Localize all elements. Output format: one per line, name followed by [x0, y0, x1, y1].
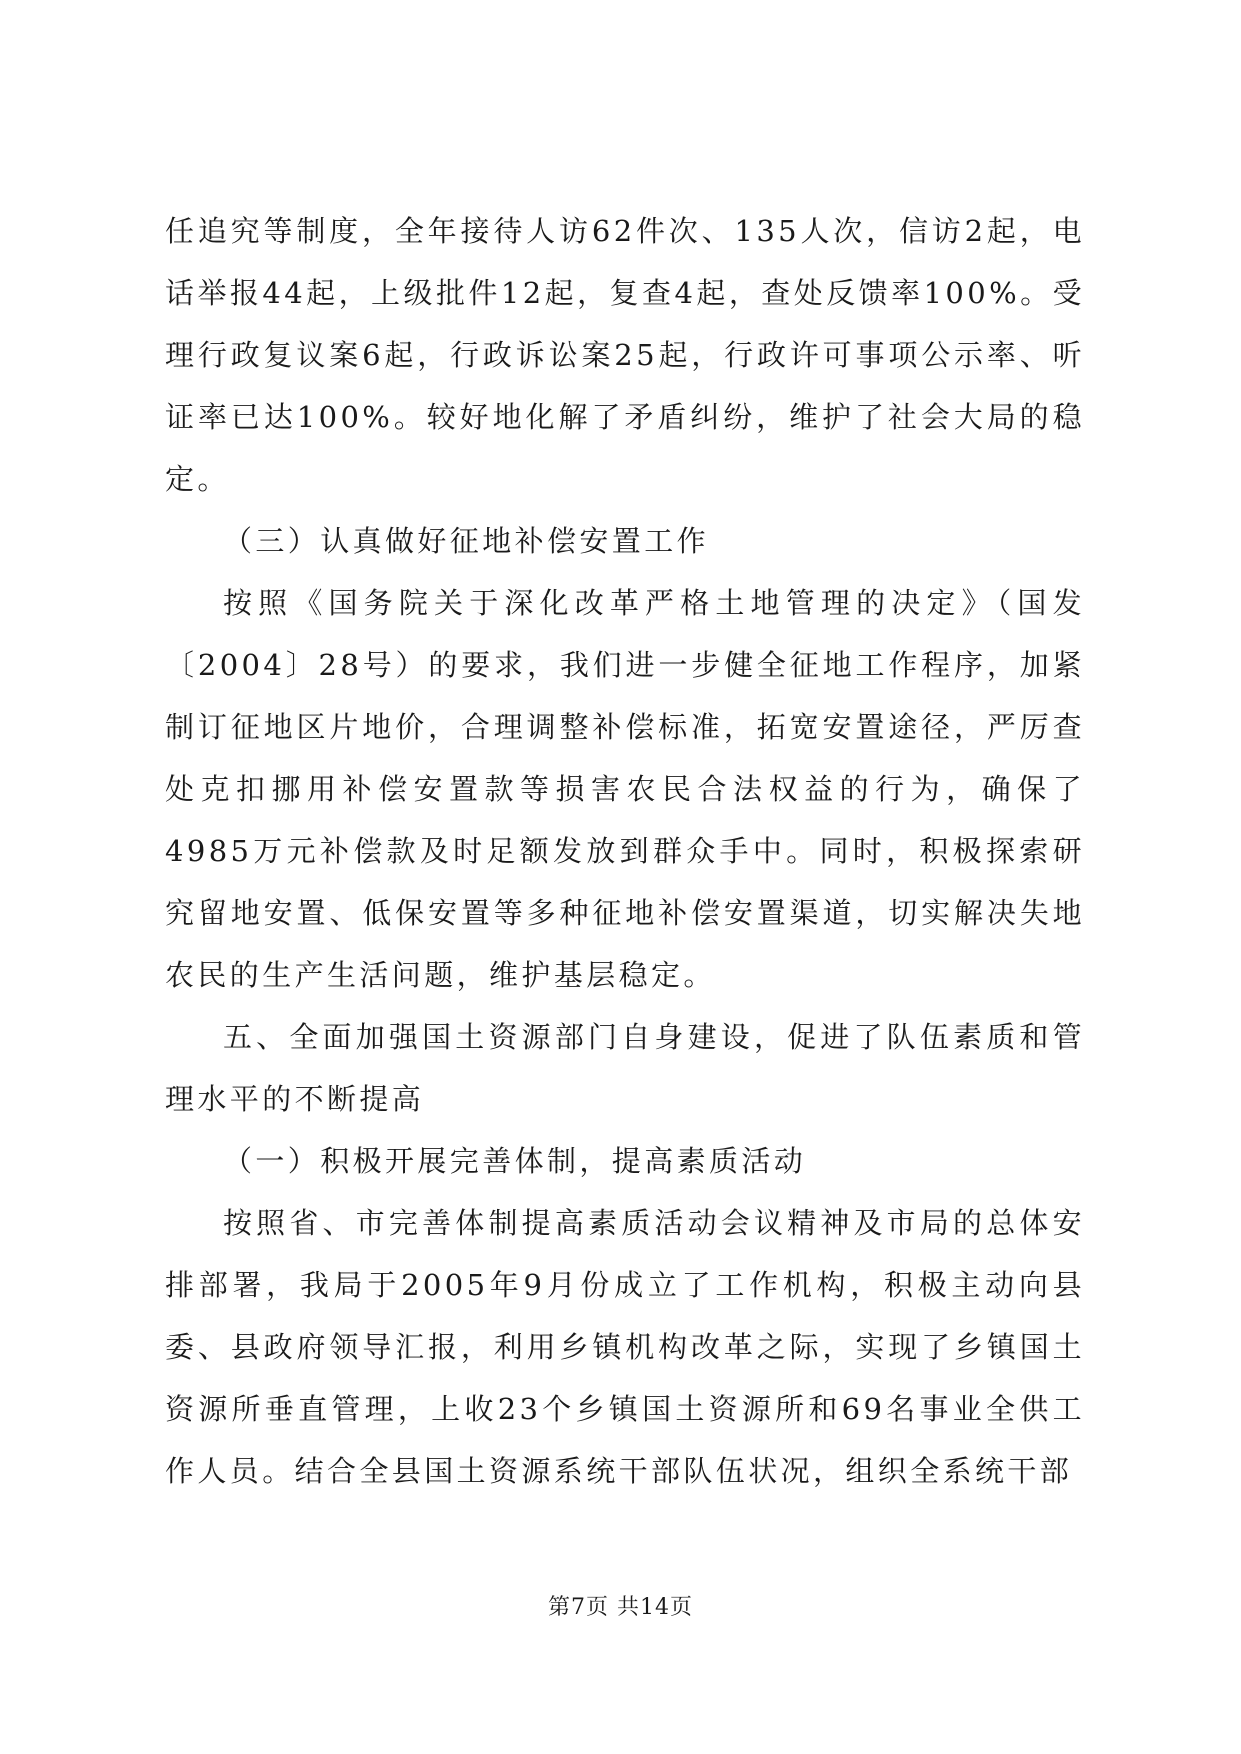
paragraph-land-compensation: 按照《国务院关于深化改革严格土地管理的决定》（国发〔2004〕28号）的要求，我们进一步健全征地工作程序，加紧制订征地区片地价，合理调整补偿标准，拓宽安置途径，严厉查处克扣挪用补偿安置款等损害农民合法权益的行为，确保了4985万元补偿款及时足额发放到群众手中。同时，积极探索研究留地安置、低保安置等多种征地补偿安置渠道，切实解决失地农民的生产生活问题，维护基层稳定。	[165, 586, 1085, 992]
paragraph-system-reform: 按照省、市完善体制提高素质活动会议精神及市局的总体安排部署，我局于2005年9月份成立了工作机构，积极主动向县委、县政府领导汇报，利用乡镇机构改革之际，实现了乡镇国土资源所垂直管理，上收23个乡镇国土资源所和69名事业全供工作人员。结合全县国土资源系统干部队伍状况，组织全系统干部	[165, 1206, 1085, 1488]
section-heading-3: （三）认真做好征地补偿安置工作	[223, 524, 710, 558]
document-body	[165, 200, 1085, 1502]
page-footer: 第7页 共14页	[548, 1595, 693, 1620]
paragraph-continuation: 任追究等制度，全年接待人访62件次、135人次，信访2起，电话举报44起，上级批件12起，复查4起，查处反馈率100%。受理行政复议案6起，行政诉讼案25起，行政许可事项公示率、听证率已达100%。较好地化解了矛盾纠纷，维护了社会大局的稳定。	[165, 214, 1085, 496]
section-heading-5-1: （一）积极开展完善体制，提高素质活动	[223, 1144, 807, 1178]
section-heading-5: 五、全面加强国土资源部门自身建设，促进了队伍素质和管理水平的不断提高	[165, 1020, 1085, 1116]
